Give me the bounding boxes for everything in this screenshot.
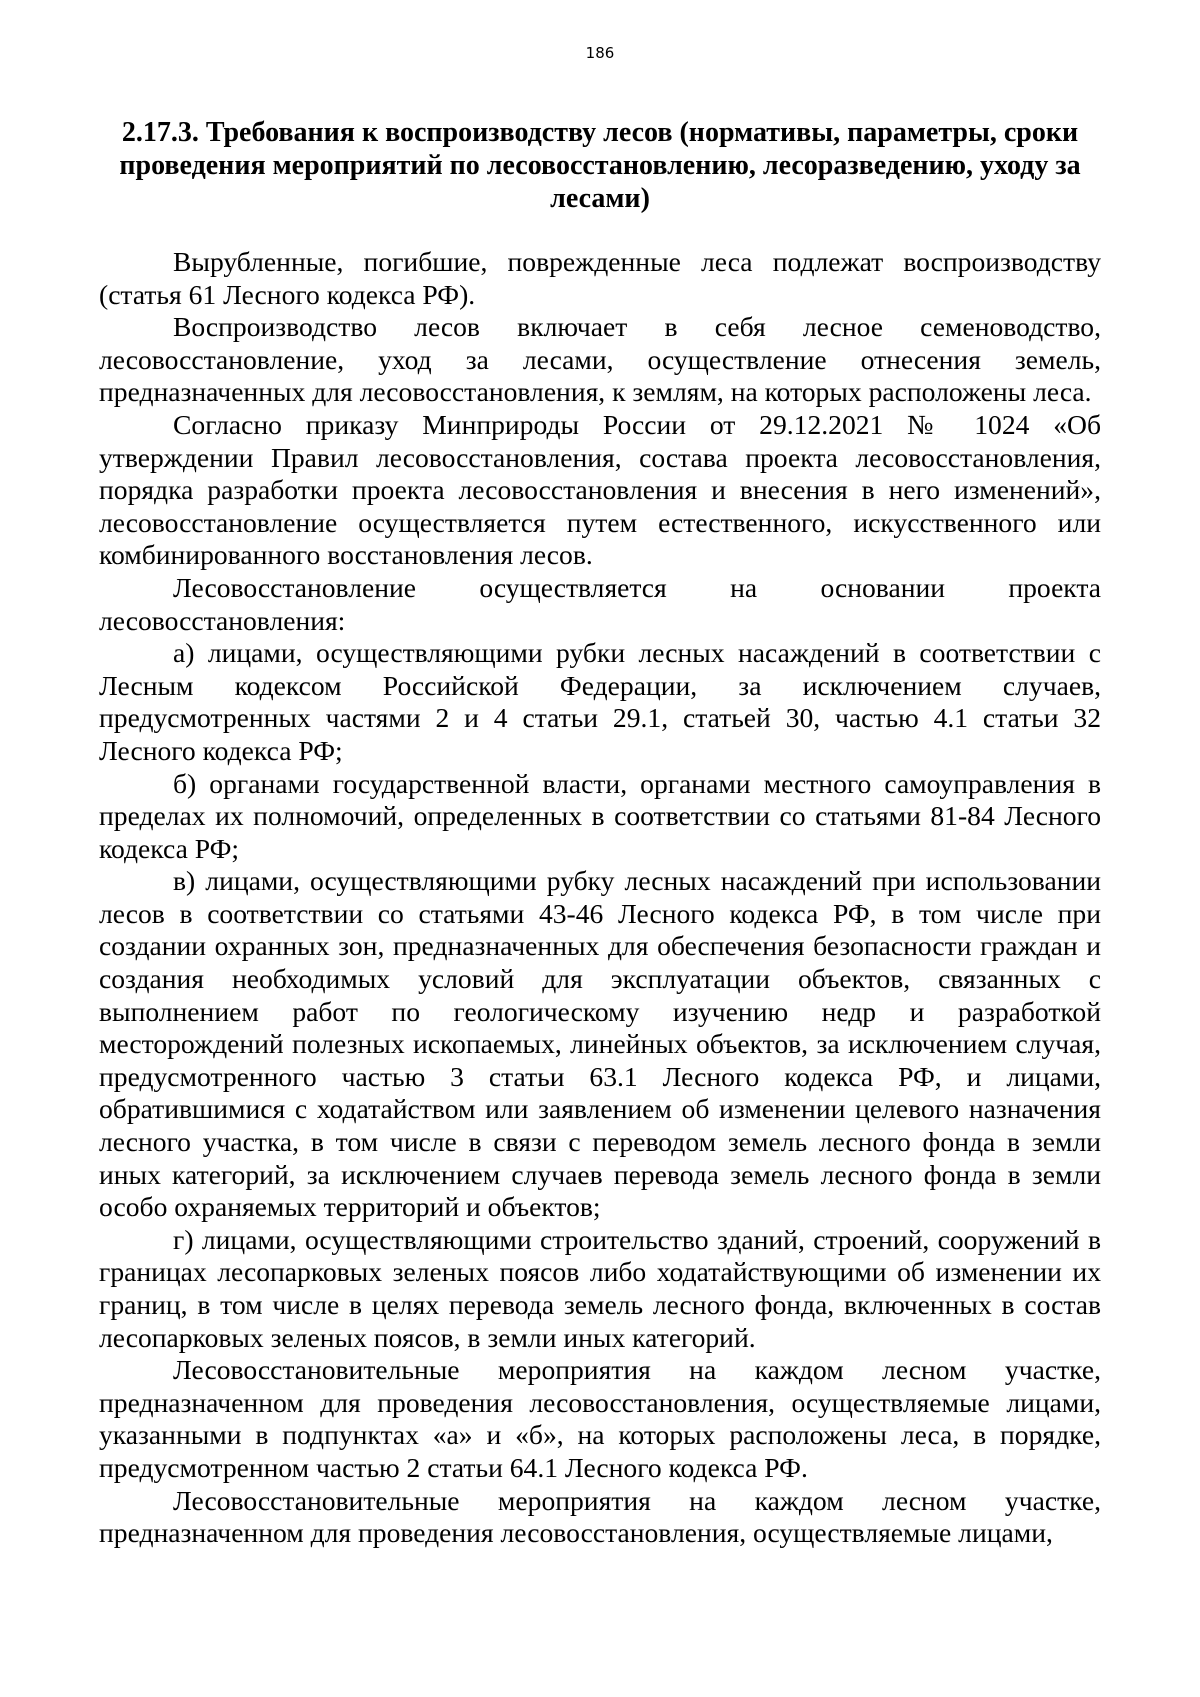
list-item-b: б) органами государственной власти, органами местного самоуправления в пределах их полномочий, определенных в соответствии со статьями 81-84 Лесного кодекса РФ; bbox=[99, 767, 1101, 864]
list-item-g: г) лицами, осуществляющими строительство зданий, строений, сооружений в границах лесопарковых зеленых поясов либо ходатайствующими об изменении их границ, в том числе в целях перевода земель лесного фонда, включенных в состав лесопарковых зеленых поясов, в земли иных категорий. bbox=[99, 1223, 1101, 1353]
list-item-v: в) лицами, осуществляющими рубку лесных насаждений при использовании лесов в соответствии со статьями 43-46 Лесного кодекса РФ, в том числе при создании охранных зон, предназначенных для обеспечения безопасности граждан и создания необходимых условий для эксплуатации объектов, связанных с выполнением работ по геологическому изучению недр и разработкой месторождений полезных ископаемых, линейных объектов, за исключением случая, предусмотренного частью 3 статьи 63.1 Лесного кодекса РФ, и лицами, обратившимися с ходатайством или заявлением об изменении целевого назначения лесного участка, в том числе в связи с переводом земель лесного фонда в земли иных категорий, за исключением случаев перевода земель лесного фонда в земли особо охраняемых территорий и объектов; bbox=[99, 865, 1101, 1223]
paragraph: Согласно приказу Минприроды России от 29.12.2021 № 1024 «Об утверждении Правил лесовосстановления, состава проекта лесовосстановления, порядка разработки проекта лесовосстановления и внесения в него изменений», лесовосстановление осуществляется путем естественного, искусственного или комбинированного восстановления лесов. bbox=[99, 408, 1101, 571]
list-item-a: а) лицами, осуществляющими рубки лесных насаждений в соответствии с Лесным кодексом Российской Федерации, за исключением случаев, предусмотренных частями 2 и 4 статьи 29.1, статьей 30, частью 4.1 статьи 32 Лесного кодекса РФ; bbox=[99, 637, 1101, 766]
body-text bbox=[99, 246, 1101, 1550]
section-heading: 2.17.3. Требования к воспроизводству лесов (нормативы, параметры, сроки проведения мероприятий по лесовосстановлению, лесоразведению, уходу за лесами) bbox=[119, 117, 1081, 214]
paragraph: Лесовосстановительные мероприятия на каждом лесном участке, предназначенном для проведения лесовосстановления, осуществляемые лицами, bbox=[99, 1484, 1101, 1549]
paragraph: Лесовосстановление осуществляется на основании проекта лесовосстановления: bbox=[99, 571, 1101, 636]
paragraph: Воспроизводство лесов включает в себя лесное семеноводство, лесовосстановление, уход за лесами, осуществление отнесения земель, предназначенных для лесовосстановления, к землям, на которых расположены леса. bbox=[99, 311, 1101, 408]
paragraph: Вырубленные, погибшие, поврежденные леса подлежат воспроизводству (статья 61 Лесного кодекса РФ). bbox=[99, 246, 1101, 310]
page-number: 186 bbox=[585, 44, 615, 62]
paragraph: Лесовосстановительные мероприятия на каждом лесном участке, предназначенном для проведения лесовосстановления, осуществляемые лицами, указанными в подпунктах «а» и «б», на которых расположены леса, в порядке, предусмотренном частью 2 статьи 64.1 Лесного кодекса РФ. bbox=[99, 1354, 1101, 1483]
